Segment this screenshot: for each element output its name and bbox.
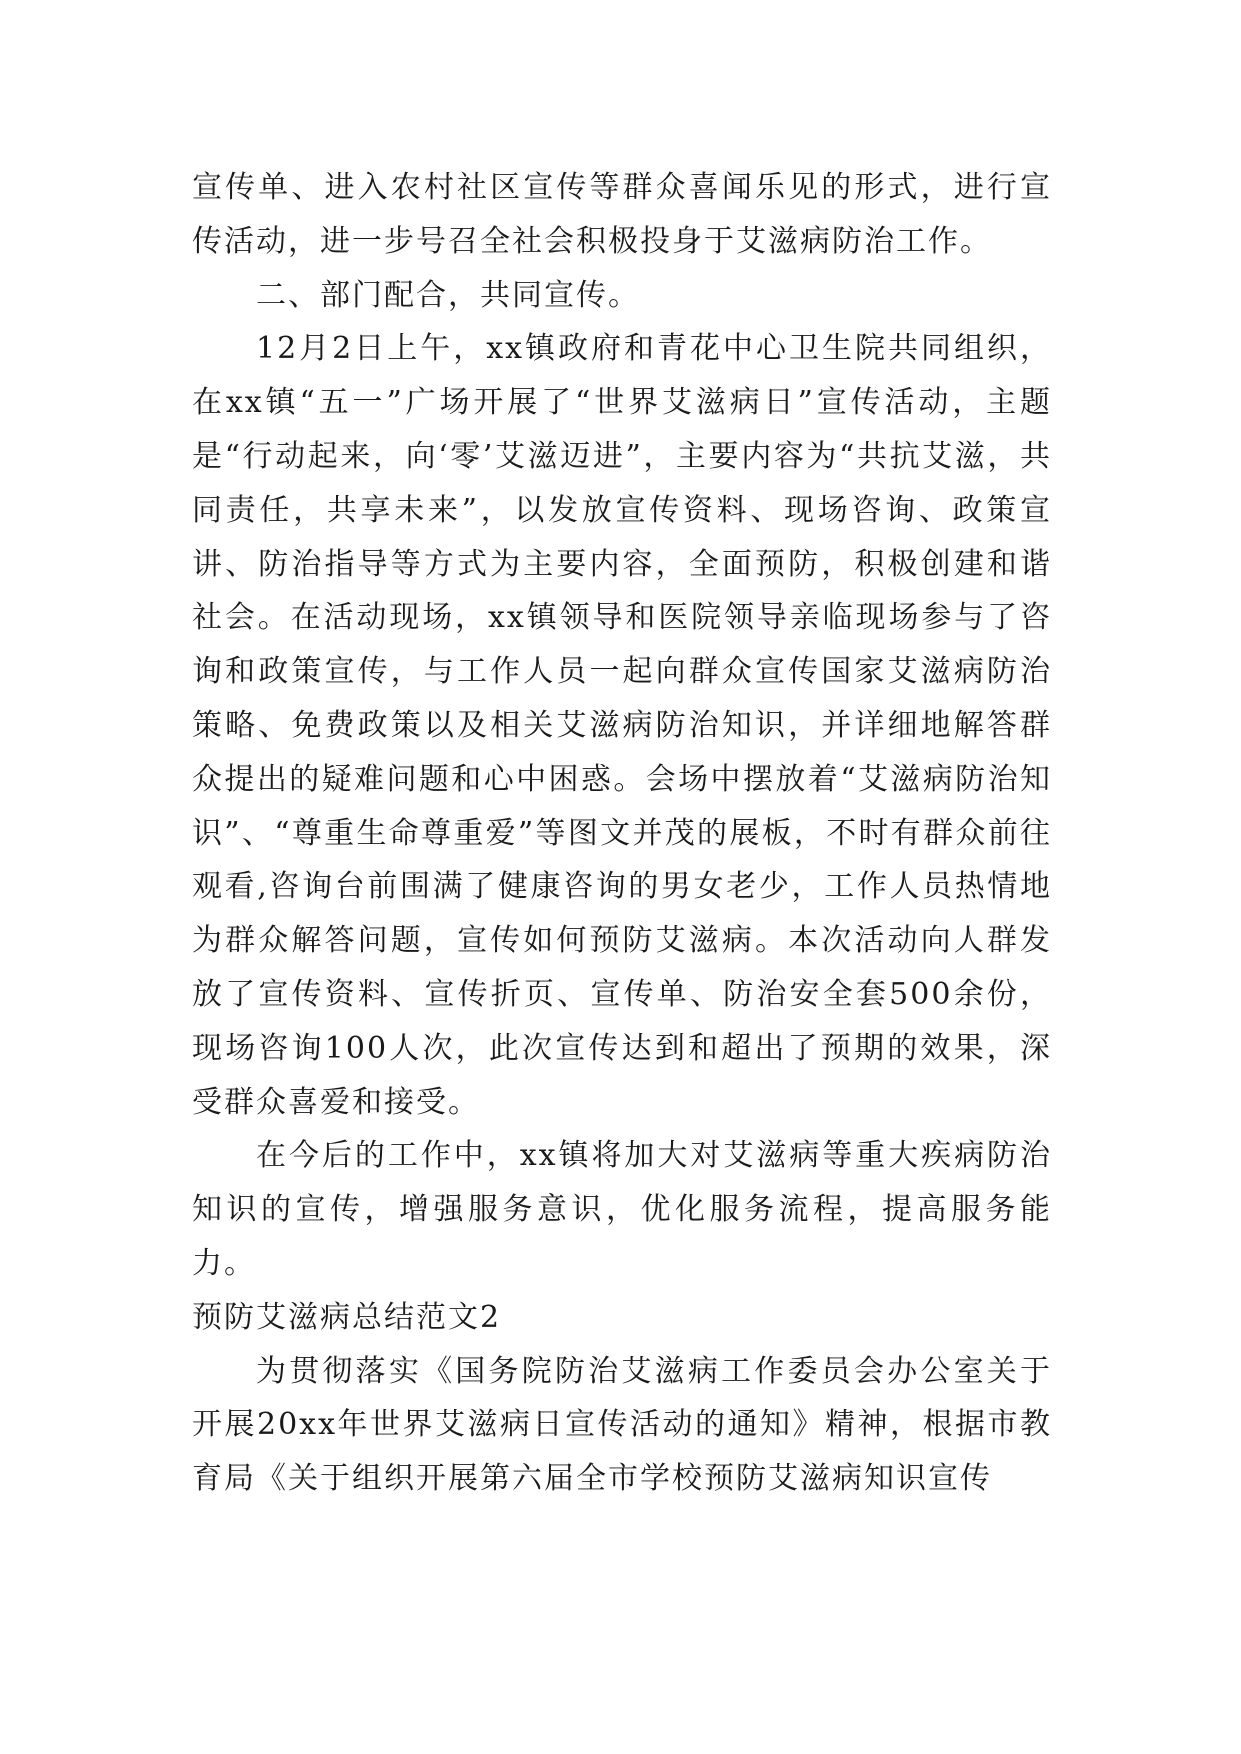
paragraph-1: 宣传单、进入农村社区宣传等群众喜闻乐见的形式，进行宣传活动，进一步号召全社会积极投身于艾滋病防治工作。 [192,170,1052,259]
document-body [192,161,1052,1506]
paragraph-future-work: 在今后的工作中，xx镇将加大对艾滋病等重大疾病防治知识的宣传，增强服务意识，优化服务流程，提高服务能力。 [192,1138,1052,1281]
document-subtitle: 预防艾滋病总结范文2 [192,1299,502,1335]
paragraph-event-description: 12月2日上午，xx镇政府和青花中心卫生院共同组织，在xx镇“五一”广场开展了“世界艾滋病日”宣传活动，主题是“行动起来，向‘零’艾滋迈进”，主要内容为“共抗艾滋，共同责任，共享未来”，以发放宣传资料、现场咨询、政策宣讲、防治指导等方式为主要内容，全面预防，积极创建和谐社会。在活动现场，xx镇领导和医院领导亲临现场参与了咨询和政策宣传，与工作人员一起向群众宣传国家艾滋病防治策略、免费政策以及相关艾滋病防治知识，并详细地解答群众提出的疑难问题和心中困惑。会场中摆放着“艾滋病防治知识”、“尊重生命尊重爱”等图文并茂的展板，不时有群众前往观看,咨询台前围满了健康咨询的男女老少，工作人员热情地为群众解答问题，宣传如何预防艾滋病。本次活动向人群发放了宣传资料、宣传折页、宣传单、防治安全套500余份，现场咨询100人次，此次宣传达到和超出了预期的效果，深受群众喜爱和接受。 [192,331,1052,1120]
section-heading-department-cooperation: 二、部门配合，共同宣传。 [256,277,640,313]
paragraph-implementation: 为贯彻落实《国务院防治艾滋病工作委员会办公室关于开展20xx年世界艾滋病日宣传活动的通知》精神，根据市教育局《关于组织开展第六届全市学校预防艾滋病知识宣传 [192,1353,1052,1497]
